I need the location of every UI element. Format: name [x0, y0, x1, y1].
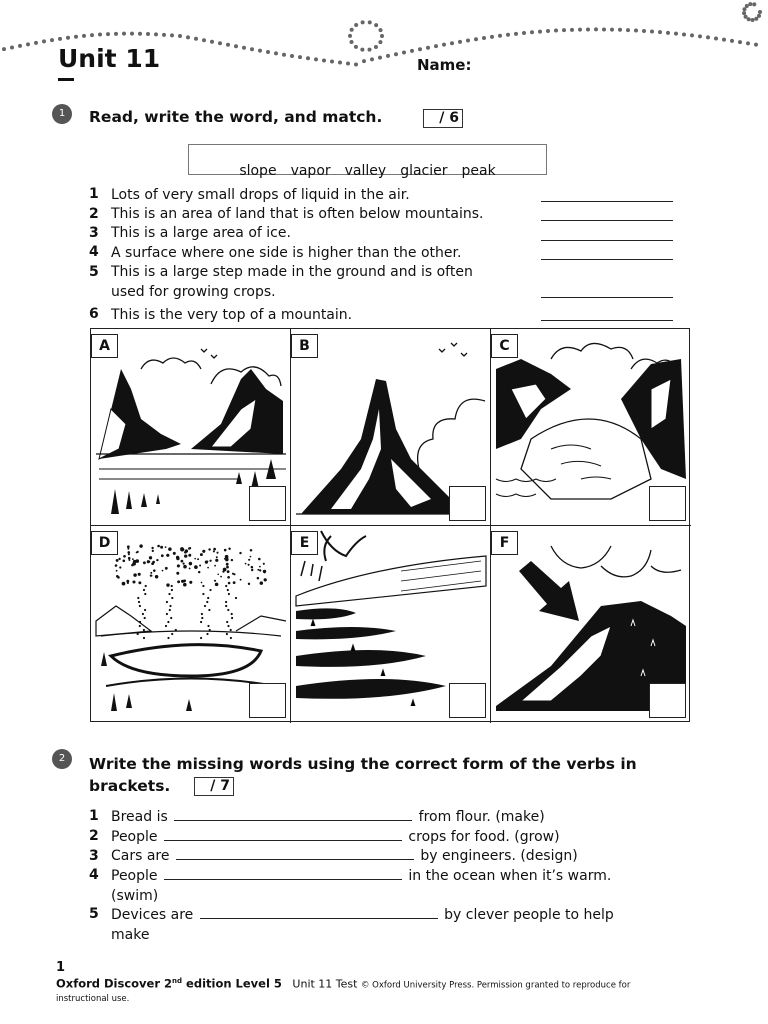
sentence-continued: (swim) — [111, 888, 159, 904]
item-number: 4 — [89, 867, 99, 883]
section-1-title: Read, write the word, and match. — [89, 108, 383, 126]
title-underline-fragment — [58, 78, 74, 81]
sentence-item — [111, 827, 560, 847]
page-number: 1 — [56, 960, 66, 975]
section-2-title: Write the missing words using the correct form of the verbs in — [89, 755, 637, 773]
answer-blank[interactable] — [176, 847, 414, 860]
sentence-item — [111, 866, 611, 886]
answer-box-f[interactable] — [649, 683, 686, 718]
picture-slope — [491, 526, 691, 723]
sentence-before: Cars are — [111, 848, 170, 864]
question-number: 4 — [89, 244, 99, 260]
picture-grid — [90, 328, 690, 722]
picture-label-f: F — [491, 531, 518, 555]
answer-box-a[interactable] — [249, 486, 286, 521]
picture-label-a: A — [91, 334, 118, 358]
picture-valley — [91, 329, 291, 526]
word-bank-item: vapor — [290, 163, 331, 179]
word-bank-item: peak — [461, 163, 496, 179]
question-text: Lots of very small drops of liquid in the air. — [111, 187, 410, 203]
item-number: 2 — [89, 828, 99, 844]
sentence-after: crops for food. (grow) — [408, 829, 560, 845]
section-2-score: / 7 — [194, 777, 234, 796]
picture-label-b: B — [291, 334, 318, 358]
unit-title: Unit 11 — [58, 44, 161, 73]
section-1-score: / 6 — [423, 109, 463, 128]
question-text: This is the very top of a mountain. — [111, 307, 353, 323]
footer-copyright: © Oxford University Press. Permission granted to reproduce for — [360, 980, 631, 991]
section-1-number: 1 — [52, 104, 72, 124]
item-number: 3 — [89, 848, 99, 864]
picture-label-e: E — [291, 531, 318, 555]
question-text: This is a large area of ice. — [111, 225, 291, 241]
sentence-before: Bread is — [111, 809, 168, 825]
question-text: This is an area of land that is often below mountains. — [111, 206, 484, 222]
answer-line[interactable] — [541, 259, 673, 260]
answer-blank[interactable] — [174, 808, 412, 821]
sentence-continued: make — [111, 927, 150, 943]
sentence-item — [111, 905, 614, 925]
footer-copyright-continued: instructional use. — [56, 993, 130, 1004]
sentence-before: Devices are — [111, 907, 194, 923]
answer-blank[interactable] — [200, 906, 438, 919]
answer-blank[interactable] — [164, 867, 402, 880]
picture-vapor — [91, 526, 291, 723]
word-bank-item: slope — [239, 163, 277, 179]
sentence-after: in the ocean when it’s warm. — [408, 868, 612, 884]
question-number: 5 — [89, 264, 99, 280]
sentence-after: from flour. (make) — [418, 809, 545, 825]
question-number: 6 — [89, 306, 99, 322]
question-number: 2 — [89, 206, 99, 222]
answer-box-d[interactable] — [249, 683, 286, 718]
picture-label-d: D — [91, 531, 118, 555]
name-label: Name: — [417, 56, 472, 74]
footer-book-sup: nd — [172, 977, 183, 985]
item-number: 5 — [89, 906, 99, 922]
answer-line[interactable] — [541, 201, 673, 202]
picture-peak — [291, 329, 491, 526]
picture-terraces — [291, 526, 491, 723]
question-text: A surface where one side is higher than the other. — [111, 245, 462, 261]
word-bank — [188, 144, 547, 179]
grid-divider — [91, 525, 691, 526]
word-bank-item: glacier — [400, 163, 448, 179]
sentence-after: by engineers. (design) — [420, 848, 578, 864]
answer-box-e[interactable] — [449, 683, 486, 718]
question-number: 1 — [89, 186, 99, 202]
question-text: This is a large step made in the ground and is often — [111, 264, 473, 280]
footer-book: Oxford Discover 2 — [56, 976, 173, 991]
sentence-item — [111, 807, 545, 827]
word-bank-item: valley — [344, 163, 387, 179]
sentence-before: People — [111, 868, 158, 884]
picture-glacier — [491, 329, 691, 526]
answer-blank[interactable] — [164, 828, 402, 841]
answer-box-c[interactable] — [649, 486, 686, 521]
question-text-continued: used for growing crops. — [111, 284, 276, 300]
footer-test: Unit 11 Test — [292, 977, 358, 991]
answer-line[interactable] — [541, 240, 673, 241]
answer-line[interactable] — [541, 320, 673, 321]
answer-line[interactable] — [541, 220, 673, 221]
sentence-item — [111, 846, 578, 866]
section-2-title-continued: brackets. — [89, 777, 171, 795]
item-number: 1 — [89, 808, 99, 824]
sentence-before: People — [111, 829, 158, 845]
answer-line[interactable] — [541, 297, 673, 298]
vapor-dots — [115, 544, 267, 639]
picture-label-c: C — [491, 334, 518, 358]
answer-box-b[interactable] — [449, 486, 486, 521]
footer-credits — [56, 975, 696, 1005]
footer-book-rest: edition Level 5 — [182, 976, 282, 991]
question-number: 3 — [89, 225, 99, 241]
sentence-after: by clever people to help — [444, 907, 614, 923]
arrow-icon — [519, 561, 579, 621]
section-2-number: 2 — [52, 749, 72, 769]
